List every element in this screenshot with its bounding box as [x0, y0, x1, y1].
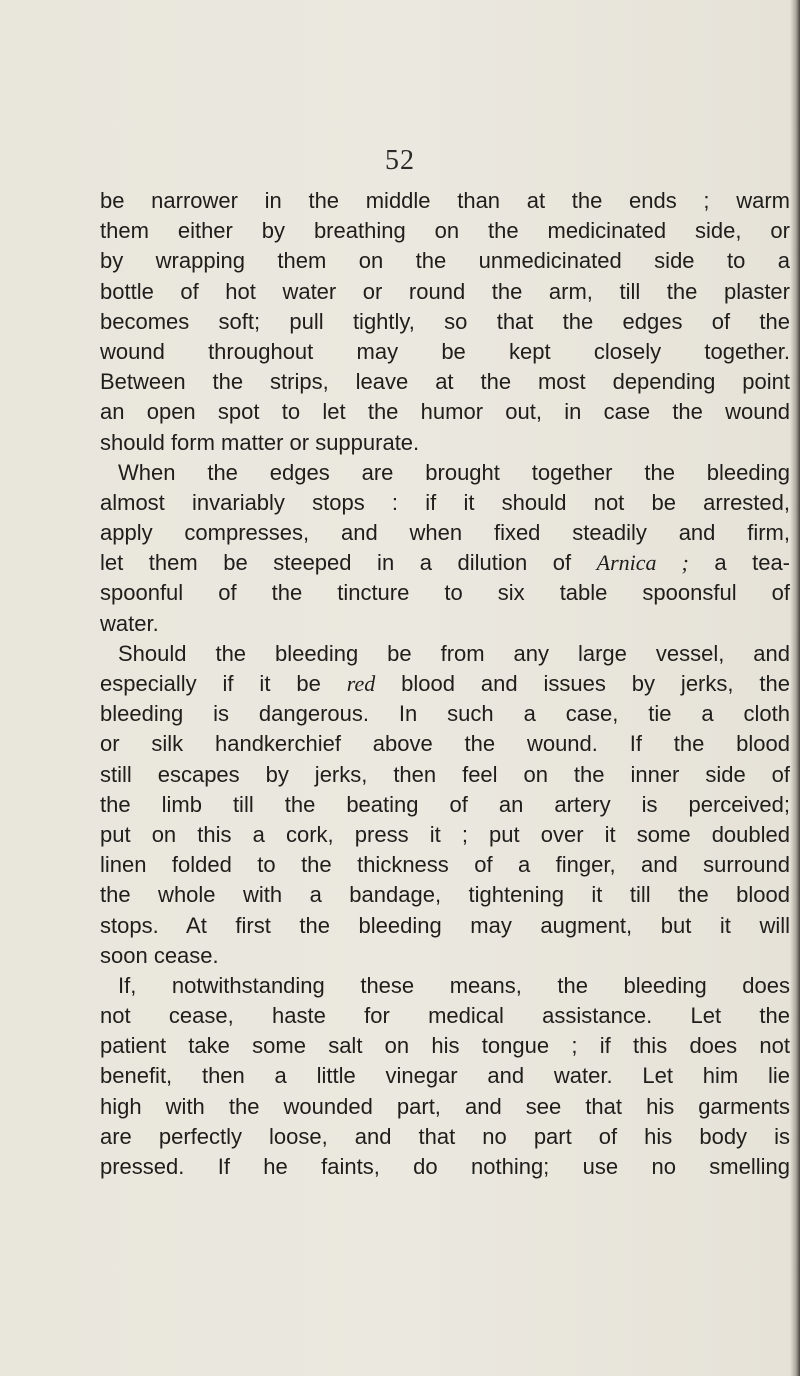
body-text: [100, 186, 790, 1182]
text-line: If, notwithstanding these means, the bleeding does: [118, 972, 790, 998]
text-line: linen folded to the thickness of a finger, and surround: [100, 852, 790, 878]
text-line: not cease, haste for medical assistance. Let the: [100, 1003, 790, 1029]
text-line: or silk handkerchief above the wound. If the blood: [100, 731, 790, 757]
text-line: Should the bleeding be from any large vessel, and: [118, 640, 790, 666]
italic-term-arnica: Arnica ;: [596, 550, 689, 576]
text-line: bleeding is dangerous. In such a case, tie a cloth: [100, 701, 790, 727]
text-line: patient take some salt on his tongue ; if this does not: [100, 1033, 790, 1059]
text-line: are perfectly loose, and that no part of his body is: [100, 1123, 790, 1149]
italic-term-red: red: [346, 671, 376, 696]
text-line: pressed. If he faints, do nothing; use no smelling: [100, 1154, 790, 1179]
text-line: almost invariably stops : if it should not be arrested,: [100, 489, 790, 515]
text-line: Between the strips, leave at the most depending point: [100, 369, 790, 395]
text-line: apply compresses, and when fixed steadily and firm,: [100, 520, 790, 546]
text-line-with-italic: [100, 669, 790, 699]
text-segment: blood and issues by jerks, the: [375, 671, 790, 696]
text-line: spoonful of the tincture to six table spoonsful of: [100, 580, 790, 606]
text-line: soon cease.: [100, 942, 219, 968]
text-line: When the edges are brought together the bleeding: [118, 459, 790, 485]
text-line: becomes soft; pull tightly, so that the edges of the: [100, 308, 790, 334]
text-line: high with the wounded part, and see that his garments: [100, 1093, 790, 1119]
text-line: the limb till the beating of an artery is perceived;: [100, 791, 790, 817]
text-line: benefit, then a little vinegar and water. Let him lie: [100, 1063, 790, 1089]
text-line: the whole with a bandage, tightening it till the blood: [100, 882, 790, 908]
text-line: wound throughout may be kept closely together.: [100, 338, 790, 364]
text-line: stops. At first the bleeding may augment, but it will: [100, 912, 790, 938]
text-segment: let them be steeped in a dilution of: [100, 550, 572, 576]
text-line: put on this a cork, press it ; put over it some doubled: [100, 821, 790, 847]
text-line: an open spot to let the humor out, in case the wound: [100, 399, 790, 425]
text-line: should form matter or suppurate.: [100, 429, 420, 455]
text-line-with-italic: [100, 548, 790, 578]
text-segment: especially if it be: [100, 671, 321, 696]
page-number: 52: [385, 145, 415, 176]
text-line: them either by breathing on the medicinated side, or: [100, 218, 790, 244]
text-segment: a tea-: [688, 550, 790, 576]
text-line: be narrower in the middle than at the ends ; warm: [100, 188, 790, 213]
page-edge-shadow: [790, 0, 800, 1376]
text-line: by wrapping them on the unmedicinated side to a: [100, 248, 790, 274]
text-line: still escapes by jerks, then feel on the inner side of: [100, 761, 790, 787]
text-line: water.: [100, 610, 159, 636]
text-line: bottle of hot water or round the arm, till the plaster: [100, 278, 790, 304]
